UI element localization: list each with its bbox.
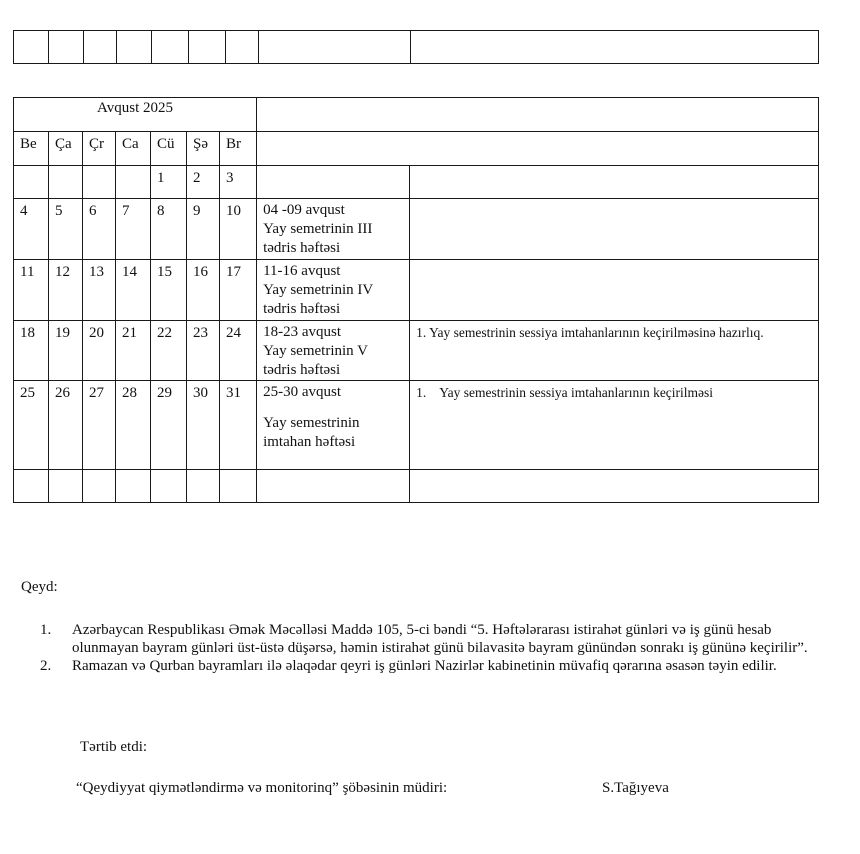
day-cell: 23 bbox=[187, 321, 220, 381]
weekday-header: Be bbox=[14, 132, 49, 166]
week-note bbox=[410, 260, 819, 321]
weekday-blank-cell bbox=[257, 132, 819, 166]
top-cell bbox=[84, 31, 117, 64]
list-number: 1. bbox=[40, 622, 52, 638]
weekday-header: Ca bbox=[116, 132, 151, 166]
top-cell bbox=[411, 31, 819, 64]
top-cell bbox=[226, 31, 259, 64]
day-cell bbox=[116, 166, 151, 199]
day-cell: 13 bbox=[83, 260, 116, 321]
week-description bbox=[257, 470, 410, 503]
day-cell: 6 bbox=[83, 199, 116, 260]
week-description bbox=[257, 381, 410, 470]
day-cell: 5 bbox=[49, 199, 83, 260]
top-cell bbox=[152, 31, 189, 64]
weekday-header: Ça bbox=[49, 132, 83, 166]
top-empty-table bbox=[13, 30, 819, 64]
day-cell: 9 bbox=[187, 199, 220, 260]
day-cell: 18 bbox=[14, 321, 49, 381]
day-cell bbox=[49, 166, 83, 199]
day-cell: 4 bbox=[14, 199, 49, 260]
top-cell bbox=[49, 31, 84, 64]
top-cell bbox=[117, 31, 152, 64]
week-line: 11-16 avqust bbox=[263, 263, 341, 279]
day-cell: 1 bbox=[151, 166, 187, 199]
weekday-header: Çr bbox=[83, 132, 116, 166]
day-cell: 12 bbox=[49, 260, 83, 321]
day-cell: 21 bbox=[116, 321, 151, 381]
week-line: tədris həftəsi bbox=[263, 240, 341, 256]
day-cell bbox=[14, 166, 49, 199]
day-cell bbox=[151, 470, 187, 503]
day-cell: 2 bbox=[187, 166, 220, 199]
week-description bbox=[257, 166, 410, 199]
week-description bbox=[257, 199, 410, 260]
day-cell: 14 bbox=[116, 260, 151, 321]
week-line-spacer bbox=[263, 402, 405, 414]
table-row bbox=[14, 321, 819, 381]
day-cell: 19 bbox=[49, 321, 83, 381]
day-cell: 29 bbox=[151, 381, 187, 470]
week-line: tədris həftəsi bbox=[263, 301, 341, 317]
signer-role: “Qeydiyyat qiymətləndirmə və monitorinq” şöbəsinin müdiri: bbox=[76, 780, 448, 796]
compiled-by-label: Tərtib etdi: bbox=[80, 739, 148, 755]
table-row bbox=[14, 470, 819, 503]
notes-list bbox=[40, 621, 840, 675]
month-title: Avqust 2025 bbox=[14, 98, 257, 132]
day-cell: 26 bbox=[49, 381, 83, 470]
day-cell bbox=[14, 470, 49, 503]
list-number: 2. bbox=[40, 658, 52, 674]
week-line: Yay semetrinin III bbox=[263, 221, 373, 237]
week-line: tədris həftəsi bbox=[263, 362, 341, 378]
list-item bbox=[40, 657, 840, 675]
table-row bbox=[14, 260, 819, 321]
week-line: Yay semestrinin bbox=[263, 415, 360, 431]
week-line: Yay semetrinin IV bbox=[263, 282, 374, 298]
list-text: Azərbaycan Respublikası Əmək Məcəlləsi Maddə 105, 5-ci bəndi “5. Həftələrarası istirahət günləri və iş günü hesab olunmayan bayram günləri üst-üstə düşərsə, həmin istirahət günü bilavasitə bayram günündən sonrakı iş gününə keçirilir”. bbox=[72, 622, 808, 656]
day-cell bbox=[49, 470, 83, 503]
week-line: imtahan həftəsi bbox=[263, 434, 356, 450]
day-cell: 15 bbox=[151, 260, 187, 321]
week-note: 1. Yay semestrinin sessiya imtahanlarının keçirilməsinə hazırlıq. bbox=[410, 321, 819, 381]
list-item bbox=[40, 621, 840, 657]
august-calendar-table bbox=[13, 97, 819, 503]
day-cell: 28 bbox=[116, 381, 151, 470]
table-row bbox=[14, 381, 819, 470]
weekday-header: Cü bbox=[151, 132, 187, 166]
day-cell: 10 bbox=[220, 199, 257, 260]
day-cell: 11 bbox=[14, 260, 49, 321]
day-cell bbox=[220, 470, 257, 503]
day-cell: 24 bbox=[220, 321, 257, 381]
week-note bbox=[410, 470, 819, 503]
day-cell bbox=[83, 166, 116, 199]
table-row bbox=[14, 199, 819, 260]
day-cell: 31 bbox=[220, 381, 257, 470]
header-blank-cell bbox=[257, 98, 819, 132]
day-cell: 7 bbox=[116, 199, 151, 260]
notes-heading: Qeyd: bbox=[21, 579, 58, 595]
week-line: Yay semetrinin V bbox=[263, 343, 368, 359]
weekday-header: Br bbox=[220, 132, 257, 166]
day-cell bbox=[187, 470, 220, 503]
day-cell: 16 bbox=[187, 260, 220, 321]
top-cell bbox=[259, 31, 411, 64]
week-note: 1. Yay semestrinin sessiya imtahanlarının keçirilməsi bbox=[410, 381, 819, 470]
week-note bbox=[410, 166, 819, 199]
day-cell bbox=[116, 470, 151, 503]
table-row bbox=[14, 166, 819, 199]
week-line: 18-23 avqust bbox=[263, 324, 342, 340]
list-text: Ramazan və Qurban bayramları ilə əlaqədar qeyri iş günləri Nazirlər kabinetinin müvafiq qərarına əsasən təyin edilir. bbox=[72, 658, 777, 674]
day-cell: 30 bbox=[187, 381, 220, 470]
top-cell bbox=[189, 31, 226, 64]
week-description bbox=[257, 260, 410, 321]
week-description bbox=[257, 321, 410, 381]
day-cell: 27 bbox=[83, 381, 116, 470]
signer-name: S.Tağıyeva bbox=[602, 780, 669, 796]
day-cell: 17 bbox=[220, 260, 257, 321]
top-cell bbox=[14, 31, 49, 64]
day-cell: 20 bbox=[83, 321, 116, 381]
weekday-header: Şə bbox=[187, 132, 220, 166]
week-line: 04 -09 avqust bbox=[263, 202, 345, 218]
day-cell: 25 bbox=[14, 381, 49, 470]
day-cell: 22 bbox=[151, 321, 187, 381]
day-cell: 3 bbox=[220, 166, 257, 199]
week-note bbox=[410, 199, 819, 260]
week-line: 25-30 avqust bbox=[263, 384, 342, 400]
day-cell: 8 bbox=[151, 199, 187, 260]
day-cell bbox=[83, 470, 116, 503]
